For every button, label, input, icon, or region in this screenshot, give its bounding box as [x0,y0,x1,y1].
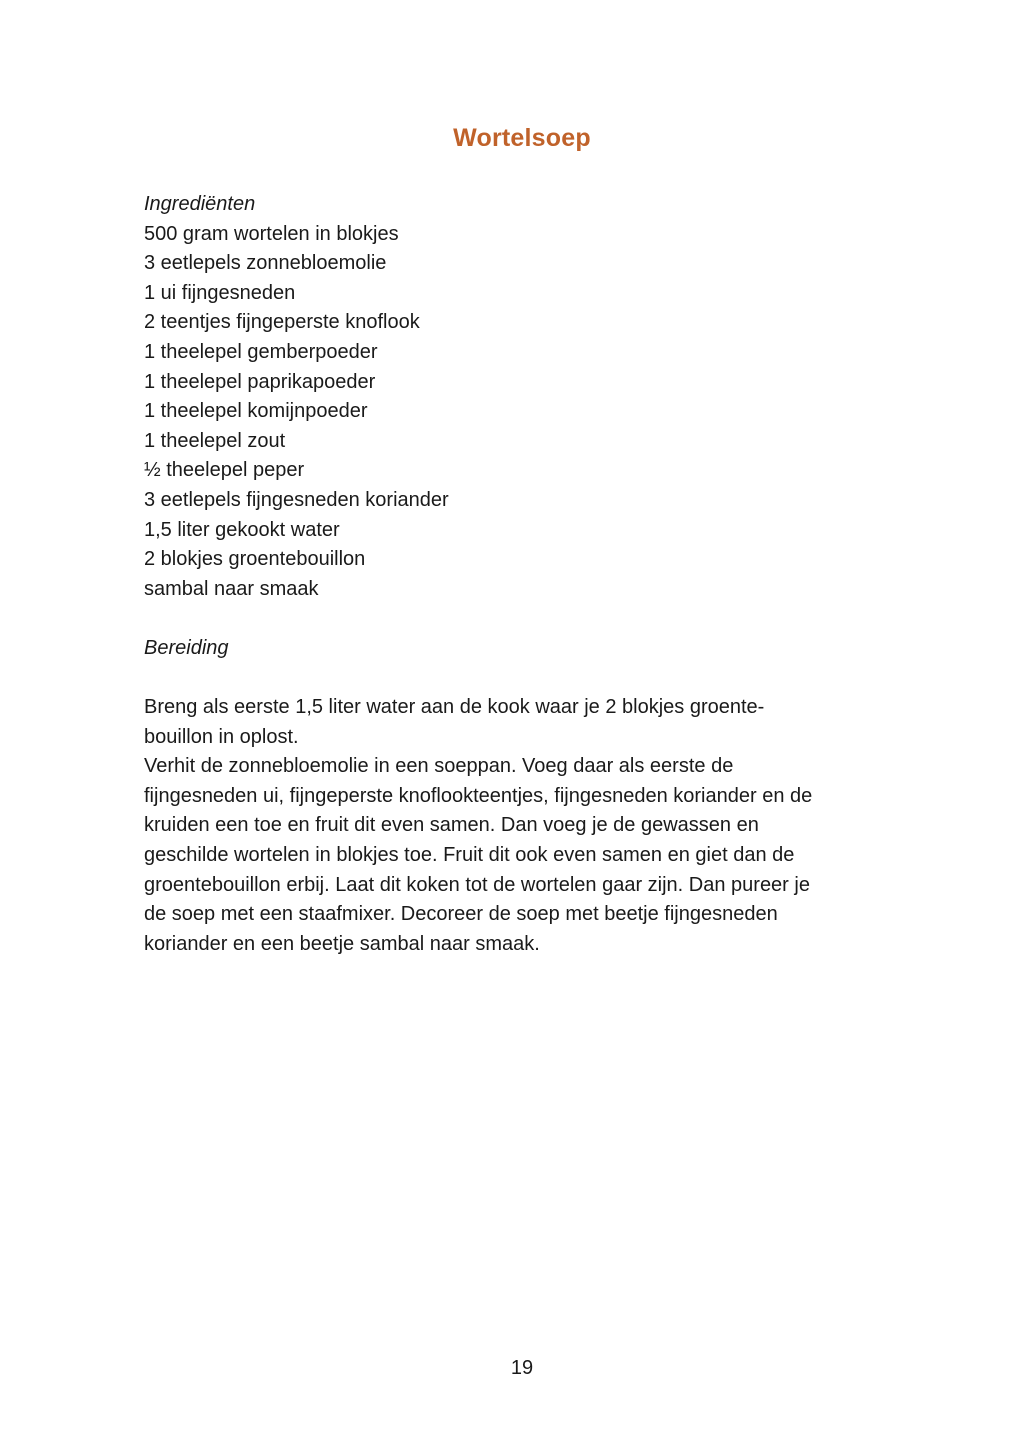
ingredient-item: 1 theelepel paprikapoeder [144,370,376,393]
section-spacer [144,664,904,694]
recipe-content [144,190,904,959]
preparation-line: kruiden een toe en fruit dit even samen. Dan voeg je de gewassen en [144,814,759,837]
preparation-text [144,693,904,959]
ingredient-item: ½ theelepel peper [144,459,305,482]
page-number: 19 [510,1357,534,1379]
preparation-heading: Bereiding [144,636,229,659]
preparation-line: geschilde wortelen in blokjes toe. Fruit dit ook even samen en giet dan de [144,844,795,867]
preparation-line: Verhit de zonnebloemolie in een soeppan. Voeg daar als eerste de [144,755,734,778]
ingredient-item: 1 theelepel zout [144,429,286,452]
ingredient-item: 2 teentjes fijngeperste knoflook [144,311,420,334]
ingredient-item: 1 theelepel komijnpoeder [144,400,368,423]
preparation-line: bouillon in oplost. [144,725,299,748]
ingredient-item: 1 ui fijngesneden [144,281,296,304]
ingredients-heading: Ingrediënten [144,193,256,215]
ingredient-item: 2 blokjes groentebouillon [144,548,366,571]
ingredient-item: 1,5 liter gekookt water [144,518,340,541]
preparation-line: groentebouillon erbij. Laat dit koken tot de wortelen gaar zijn. Dan pureer je [144,873,810,896]
ingredient-item: sambal naar smaak [144,577,319,600]
ingredient-item: 3 eetlepels fijngesneden koriander [144,488,449,511]
ingredients-list [144,220,904,605]
preparation-line: koriander en een beetje sambal naar smaak. [144,932,540,955]
recipe-title: Wortelsoep [453,124,591,152]
ingredient-item: 3 eetlepels zonnebloemolie [144,252,387,275]
ingredient-item: 1 theelepel gemberpoeder [144,340,378,363]
preparation-line: Breng als eerste 1,5 liter water aan de kook waar je 2 blokjes groente- [144,696,765,719]
preparation-line: fijngesneden ui, fijngeperste knoflookteentjes, fijngesneden koriander en de [144,784,813,807]
ingredient-item: 500 gram wortelen in blokjes [144,222,399,245]
preparation-line: de soep met een staafmixer. Decoreer de soep met beetje fijngesneden [144,903,778,926]
section-spacer [144,604,904,634]
